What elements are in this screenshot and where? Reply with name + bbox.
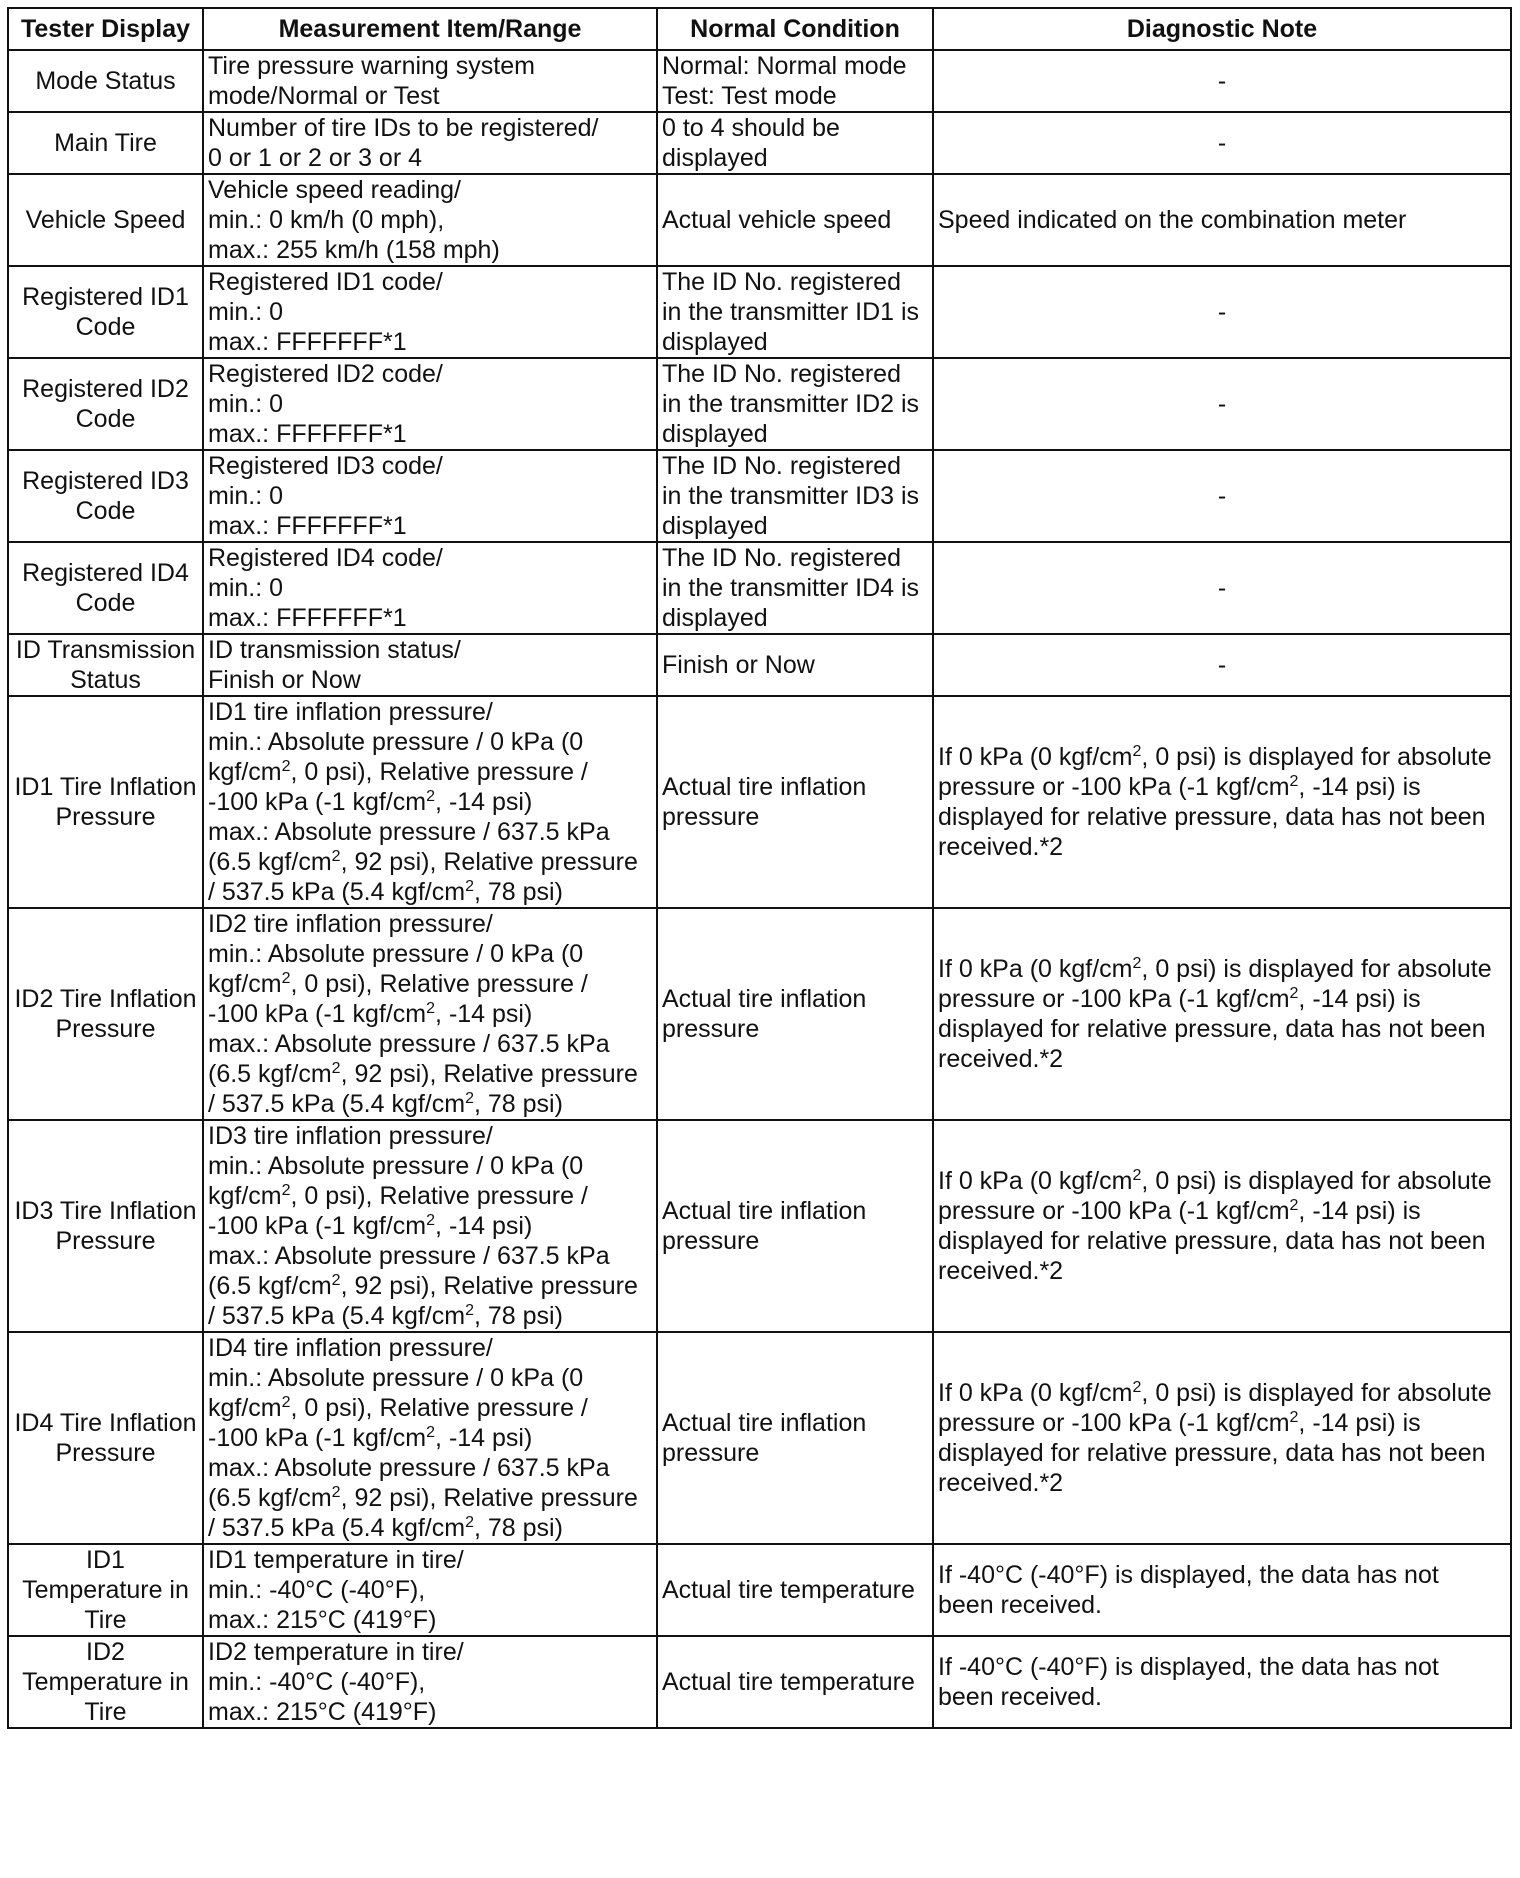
cell-measurement-range bbox=[203, 634, 657, 696]
cell-line: (6.5 kgf/$cm^2$, 92 psi), Relative pressure bbox=[208, 1484, 638, 1512]
cell-line: (6.5 kgf/$cm^2$, 92 psi), Relative pressure bbox=[208, 1060, 638, 1088]
cell-line: Main Tire bbox=[54, 129, 157, 157]
cell-line: received.*2 bbox=[938, 1257, 1064, 1285]
cell-tester-display bbox=[8, 450, 203, 542]
cell-tester-display bbox=[8, 542, 203, 634]
cell-measurement-range bbox=[203, 174, 657, 266]
cell-normal-condition bbox=[657, 1636, 933, 1728]
cell-line: kgf/$cm^2$, 0 psi), Relative pressure / bbox=[208, 970, 588, 998]
cell-line: Actual tire inflation bbox=[662, 1409, 867, 1437]
cell-line: max.: FFFFFFF*1 bbox=[208, 512, 407, 540]
cell-line: - bbox=[1217, 129, 1227, 157]
table-row bbox=[8, 1332, 1511, 1544]
cell-normal-condition bbox=[657, 50, 933, 112]
cell-line: Actual tire inflation bbox=[662, 1197, 867, 1225]
cell-line: Speed indicated on the combination meter bbox=[938, 206, 1407, 234]
cell-line: displayed for relative pressure, data has not been bbox=[938, 803, 1486, 831]
cell-normal-condition bbox=[657, 174, 933, 266]
cell-measurement-range bbox=[203, 1544, 657, 1636]
table-row bbox=[8, 634, 1511, 696]
cell-line: If 0 kPa (0 kgf/$cm^2$, 0 psi) is displayed for absolute bbox=[938, 955, 1492, 983]
cell-normal-condition bbox=[657, 1544, 933, 1636]
cell-tester-display bbox=[8, 634, 203, 696]
cell-line: pressure or -100 kPa (-1 kgf/$cm^2$, -14 psi) is bbox=[938, 1409, 1421, 1437]
cell-normal-condition bbox=[657, 358, 933, 450]
cell-line: min.: 0 bbox=[208, 298, 284, 326]
cell-line: If 0 kPa (0 kgf/$cm^2$, 0 psi) is displayed for absolute bbox=[938, 743, 1492, 771]
cell-line: Registered ID3 bbox=[22, 467, 189, 495]
cell-line: / 537.5 kPa (5.4 kgf/$cm^2$, 78 psi) bbox=[208, 1514, 563, 1542]
cell-diagnostic-note bbox=[933, 1544, 1511, 1636]
cell-line: Actual tire inflation bbox=[662, 985, 867, 1013]
cell-normal-condition bbox=[657, 1120, 933, 1332]
cell-line: max.: 215°C (419°F) bbox=[208, 1698, 437, 1726]
cell-diagnostic-note bbox=[933, 450, 1511, 542]
header-diagnostic-note: Diagnostic Note bbox=[933, 8, 1511, 50]
cell-line: Actual tire inflation bbox=[662, 773, 867, 801]
cell-line: (6.5 kgf/$cm^2$, 92 psi), Relative pressure bbox=[208, 848, 638, 876]
cell-normal-condition bbox=[657, 908, 933, 1120]
cell-line: pressure or -100 kPa (-1 kgf/$cm^2$, -14 psi) is bbox=[938, 773, 1421, 801]
cell-line: mode/Normal or Test bbox=[208, 82, 440, 110]
cell-tester-display bbox=[8, 1636, 203, 1728]
cell-line: displayed bbox=[662, 328, 768, 356]
table-row bbox=[8, 174, 1511, 266]
cell-line: Actual tire temperature bbox=[662, 1576, 915, 1604]
cell-line: ID2 tire inflation pressure/ bbox=[208, 910, 493, 938]
cell-line: kgf/$cm^2$, 0 psi), Relative pressure / bbox=[208, 1394, 588, 1422]
cell-line: Tire bbox=[84, 1698, 127, 1726]
table-row bbox=[8, 112, 1511, 174]
table-row bbox=[8, 696, 1511, 908]
cell-line: displayed for relative pressure, data has not been bbox=[938, 1227, 1486, 1255]
cell-line: ID2 Tire Inflation bbox=[14, 985, 197, 1013]
cell-line: max.: Absolute pressure / 637.5 kPa bbox=[208, 1030, 610, 1058]
cell-line: kgf/$cm^2$, 0 psi), Relative pressure / bbox=[208, 758, 588, 786]
cell-line: min.: Absolute pressure / 0 kPa (0 bbox=[208, 728, 584, 756]
cell-line: Finish or Now bbox=[662, 651, 815, 679]
cell-line: Tire bbox=[84, 1606, 127, 1634]
cell-line: The ID No. registered bbox=[662, 452, 901, 480]
cell-line: - bbox=[1217, 390, 1227, 418]
cell-line: in the transmitter ID3 is bbox=[662, 482, 920, 510]
table-row bbox=[8, 266, 1511, 358]
cell-line: min.: Absolute pressure / 0 kPa (0 bbox=[208, 1364, 584, 1392]
cell-diagnostic-note bbox=[933, 696, 1511, 908]
cell-tester-display bbox=[8, 1544, 203, 1636]
cell-line: / 537.5 kPa (5.4 kgf/$cm^2$, 78 psi) bbox=[208, 878, 563, 906]
cell-line: ID3 Tire Inflation bbox=[14, 1197, 197, 1225]
cell-line: pressure or -100 kPa (-1 kgf/$cm^2$, -14 psi) is bbox=[938, 985, 1421, 1013]
cell-line: displayed bbox=[662, 420, 768, 448]
cell-line: received.*2 bbox=[938, 1469, 1064, 1497]
cell-line: Code bbox=[75, 497, 136, 525]
cell-line: - bbox=[1217, 298, 1227, 326]
cell-line: Registered ID2 bbox=[22, 375, 189, 403]
cell-line: 0 or 1 or 2 or 3 or 4 bbox=[208, 144, 423, 172]
cell-tester-display bbox=[8, 1120, 203, 1332]
cell-line: Pressure bbox=[55, 1015, 156, 1043]
cell-line: - bbox=[1217, 482, 1227, 510]
cell-normal-condition bbox=[657, 450, 933, 542]
cell-tester-display bbox=[8, 266, 203, 358]
cell-line: -100 kPa (-1 kgf/$cm^2$, -14 psi) bbox=[208, 1212, 533, 1240]
cell-diagnostic-note bbox=[933, 358, 1511, 450]
table-row bbox=[8, 1636, 1511, 1728]
cell-line: pressure bbox=[662, 1227, 760, 1255]
cell-line: max.: 215°C (419°F) bbox=[208, 1606, 437, 1634]
cell-line: pressure bbox=[662, 1439, 760, 1467]
cell-line: been received. bbox=[938, 1683, 1103, 1711]
cell-line: Actual vehicle speed bbox=[662, 206, 892, 234]
cell-line: pressure bbox=[662, 1015, 760, 1043]
cell-line: -100 kPa (-1 kgf/$cm^2$, -14 psi) bbox=[208, 1424, 533, 1452]
cell-line: Temperature in bbox=[22, 1668, 189, 1696]
cell-tester-display bbox=[8, 112, 203, 174]
cell-line: The ID No. registered bbox=[662, 544, 901, 572]
cell-line: Vehicle Speed bbox=[25, 206, 186, 234]
cell-measurement-range bbox=[203, 1120, 657, 1332]
cell-line: min.: 0 km/h (0 mph), bbox=[208, 206, 445, 234]
cell-diagnostic-note bbox=[933, 174, 1511, 266]
cell-normal-condition bbox=[657, 634, 933, 696]
cell-line: Registered ID1 code/ bbox=[208, 268, 443, 296]
cell-diagnostic-note bbox=[933, 112, 1511, 174]
cell-tester-display bbox=[8, 50, 203, 112]
cell-line: If -40°C (-40°F) is displayed, the data has not bbox=[938, 1561, 1439, 1589]
cell-line: pressure or -100 kPa (-1 kgf/$cm^2$, -14 psi) is bbox=[938, 1197, 1421, 1225]
cell-line: If 0 kPa (0 kgf/$cm^2$, 0 psi) is displayed for absolute bbox=[938, 1379, 1492, 1407]
cell-line: max.: Absolute pressure / 637.5 kPa bbox=[208, 818, 610, 846]
cell-line: -100 kPa (-1 kgf/$cm^2$, -14 psi) bbox=[208, 1000, 533, 1028]
cell-measurement-range bbox=[203, 50, 657, 112]
cell-line: ID2 bbox=[86, 1638, 125, 1666]
header-measurement-item: Measurement Item/Range bbox=[203, 8, 657, 50]
cell-measurement-range bbox=[203, 908, 657, 1120]
cell-line: min.: 0 bbox=[208, 574, 284, 602]
cell-normal-condition bbox=[657, 112, 933, 174]
cell-line: displayed bbox=[662, 604, 768, 632]
cell-line: If -40°C (-40°F) is displayed, the data has not bbox=[938, 1653, 1439, 1681]
cell-line: min.: 0 bbox=[208, 390, 284, 418]
cell-diagnostic-note bbox=[933, 908, 1511, 1120]
cell-tester-display bbox=[8, 358, 203, 450]
cell-line: min.: 0 bbox=[208, 482, 284, 510]
cell-line: displayed for relative pressure, data has not been bbox=[938, 1015, 1486, 1043]
header-tester-display: Tester Display bbox=[8, 8, 203, 50]
cell-line: Finish or Now bbox=[208, 666, 361, 694]
cell-tester-display bbox=[8, 1332, 203, 1544]
header-row bbox=[8, 8, 1511, 50]
cell-line: -100 kPa (-1 kgf/$cm^2$, -14 psi) bbox=[208, 788, 533, 816]
cell-line: Vehicle speed reading/ bbox=[208, 176, 461, 204]
cell-line: Code bbox=[75, 405, 136, 433]
cell-line: Code bbox=[75, 589, 136, 617]
table-row bbox=[8, 908, 1511, 1120]
cell-line: 0 to 4 should be bbox=[662, 114, 840, 142]
cell-line: Mode Status bbox=[35, 67, 176, 95]
cell-diagnostic-note bbox=[933, 266, 1511, 358]
table-row bbox=[8, 1544, 1511, 1636]
table-row bbox=[8, 358, 1511, 450]
cell-line: max.: Absolute pressure / 637.5 kPa bbox=[208, 1454, 610, 1482]
cell-diagnostic-note bbox=[933, 1636, 1511, 1728]
cell-diagnostic-note bbox=[933, 634, 1511, 696]
cell-line: Actual tire temperature bbox=[662, 1668, 915, 1696]
cell-normal-condition bbox=[657, 1332, 933, 1544]
table-row bbox=[8, 1120, 1511, 1332]
cell-measurement-range bbox=[203, 1636, 657, 1728]
cell-line: received.*2 bbox=[938, 1045, 1064, 1073]
cell-normal-condition bbox=[657, 542, 933, 634]
cell-line: in the transmitter ID4 is bbox=[662, 574, 920, 602]
cell-line: max.: Absolute pressure / 637.5 kPa bbox=[208, 1242, 610, 1270]
cell-line: Test: Test mode bbox=[662, 82, 837, 110]
cell-line: Registered ID4 bbox=[22, 559, 189, 587]
cell-line: / 537.5 kPa (5.4 kgf/$cm^2$, 78 psi) bbox=[208, 1090, 563, 1118]
table-row bbox=[8, 542, 1511, 634]
cell-tester-display bbox=[8, 174, 203, 266]
cell-line: - bbox=[1217, 574, 1227, 602]
cell-line: displayed bbox=[662, 144, 768, 172]
cell-line: Pressure bbox=[55, 1439, 156, 1467]
cell-line: displayed bbox=[662, 512, 768, 540]
cell-line: Pressure bbox=[55, 803, 156, 831]
cell-line: - bbox=[1217, 651, 1227, 679]
cell-line: ID Transmission bbox=[15, 636, 196, 664]
header-normal-condition: Normal Condition bbox=[657, 8, 933, 50]
cell-line: min.: Absolute pressure / 0 kPa (0 bbox=[208, 1152, 584, 1180]
cell-measurement-range bbox=[203, 450, 657, 542]
cell-line: Registered ID4 code/ bbox=[208, 544, 443, 572]
cell-line: ID1 temperature in tire/ bbox=[208, 1546, 464, 1574]
cell-line: ID2 temperature in tire/ bbox=[208, 1638, 464, 1666]
cell-line: ID1 Tire Inflation bbox=[14, 773, 197, 801]
cell-normal-condition bbox=[657, 266, 933, 358]
cell-line: displayed for relative pressure, data has not been bbox=[938, 1439, 1486, 1467]
cell-measurement-range bbox=[203, 542, 657, 634]
cell-diagnostic-note bbox=[933, 50, 1511, 112]
cell-line: ID1 bbox=[86, 1546, 125, 1574]
cell-line: Code bbox=[75, 313, 136, 341]
cell-line: ID3 tire inflation pressure/ bbox=[208, 1122, 493, 1150]
cell-line: / 537.5 kPa (5.4 kgf/$cm^2$, 78 psi) bbox=[208, 1302, 563, 1330]
cell-measurement-range bbox=[203, 358, 657, 450]
table-body bbox=[8, 50, 1511, 1728]
cell-line: max.: FFFFFFF*1 bbox=[208, 604, 407, 632]
cell-line: ID transmission status/ bbox=[208, 636, 461, 664]
cell-diagnostic-note bbox=[933, 542, 1511, 634]
table-row bbox=[8, 450, 1511, 542]
cell-line: Registered ID1 bbox=[22, 283, 189, 311]
cell-line: min.: -40°C (-40°F), bbox=[208, 1668, 426, 1696]
cell-tester-display bbox=[8, 908, 203, 1120]
cell-line: kgf/$cm^2$, 0 psi), Relative pressure / bbox=[208, 1182, 588, 1210]
cell-line: Registered ID3 code/ bbox=[208, 452, 443, 480]
cell-line: in the transmitter ID1 is bbox=[662, 298, 920, 326]
cell-measurement-range bbox=[203, 1332, 657, 1544]
cell-line: in the transmitter ID2 is bbox=[662, 390, 920, 418]
cell-line: Number of tire IDs to be registered/ bbox=[208, 114, 599, 142]
cell-line: Temperature in bbox=[22, 1576, 189, 1604]
cell-line: Normal: Normal mode bbox=[662, 52, 907, 80]
cell-line: Pressure bbox=[55, 1227, 156, 1255]
cell-line: The ID No. registered bbox=[662, 268, 901, 296]
cell-tester-display bbox=[8, 696, 203, 908]
cell-measurement-range bbox=[203, 696, 657, 908]
cell-line: min.: Absolute pressure / 0 kPa (0 bbox=[208, 940, 584, 968]
cell-line: If 0 kPa (0 kgf/$cm^2$, 0 psi) is displayed for absolute bbox=[938, 1167, 1492, 1195]
cell-line: received.*2 bbox=[938, 833, 1064, 861]
cell-measurement-range bbox=[203, 266, 657, 358]
cell-normal-condition bbox=[657, 696, 933, 908]
cell-line: ID1 tire inflation pressure/ bbox=[208, 698, 493, 726]
cell-line: min.: -40°C (-40°F), bbox=[208, 1576, 426, 1604]
cell-line: been received. bbox=[938, 1591, 1103, 1619]
table-row bbox=[8, 50, 1511, 112]
data-monitor-table bbox=[7, 7, 1512, 1729]
cell-line: ID4 tire inflation pressure/ bbox=[208, 1334, 493, 1362]
cell-line: - bbox=[1217, 67, 1227, 95]
cell-line: max.: 255 km/h (158 mph) bbox=[208, 236, 500, 264]
cell-diagnostic-note bbox=[933, 1332, 1511, 1544]
cell-line: max.: FFFFFFF*1 bbox=[208, 420, 407, 448]
cell-line: max.: FFFFFFF*1 bbox=[208, 328, 407, 356]
cell-measurement-range bbox=[203, 112, 657, 174]
cell-line: Registered ID2 code/ bbox=[208, 360, 443, 388]
cell-line: Status bbox=[70, 666, 141, 694]
cell-line: (6.5 kgf/$cm^2$, 92 psi), Relative pressure bbox=[208, 1272, 638, 1300]
cell-diagnostic-note bbox=[933, 1120, 1511, 1332]
cell-line: ID4 Tire Inflation bbox=[14, 1409, 197, 1437]
cell-line: pressure bbox=[662, 803, 760, 831]
cell-line: Tire pressure warning system bbox=[208, 52, 535, 80]
cell-line: The ID No. registered bbox=[662, 360, 901, 388]
